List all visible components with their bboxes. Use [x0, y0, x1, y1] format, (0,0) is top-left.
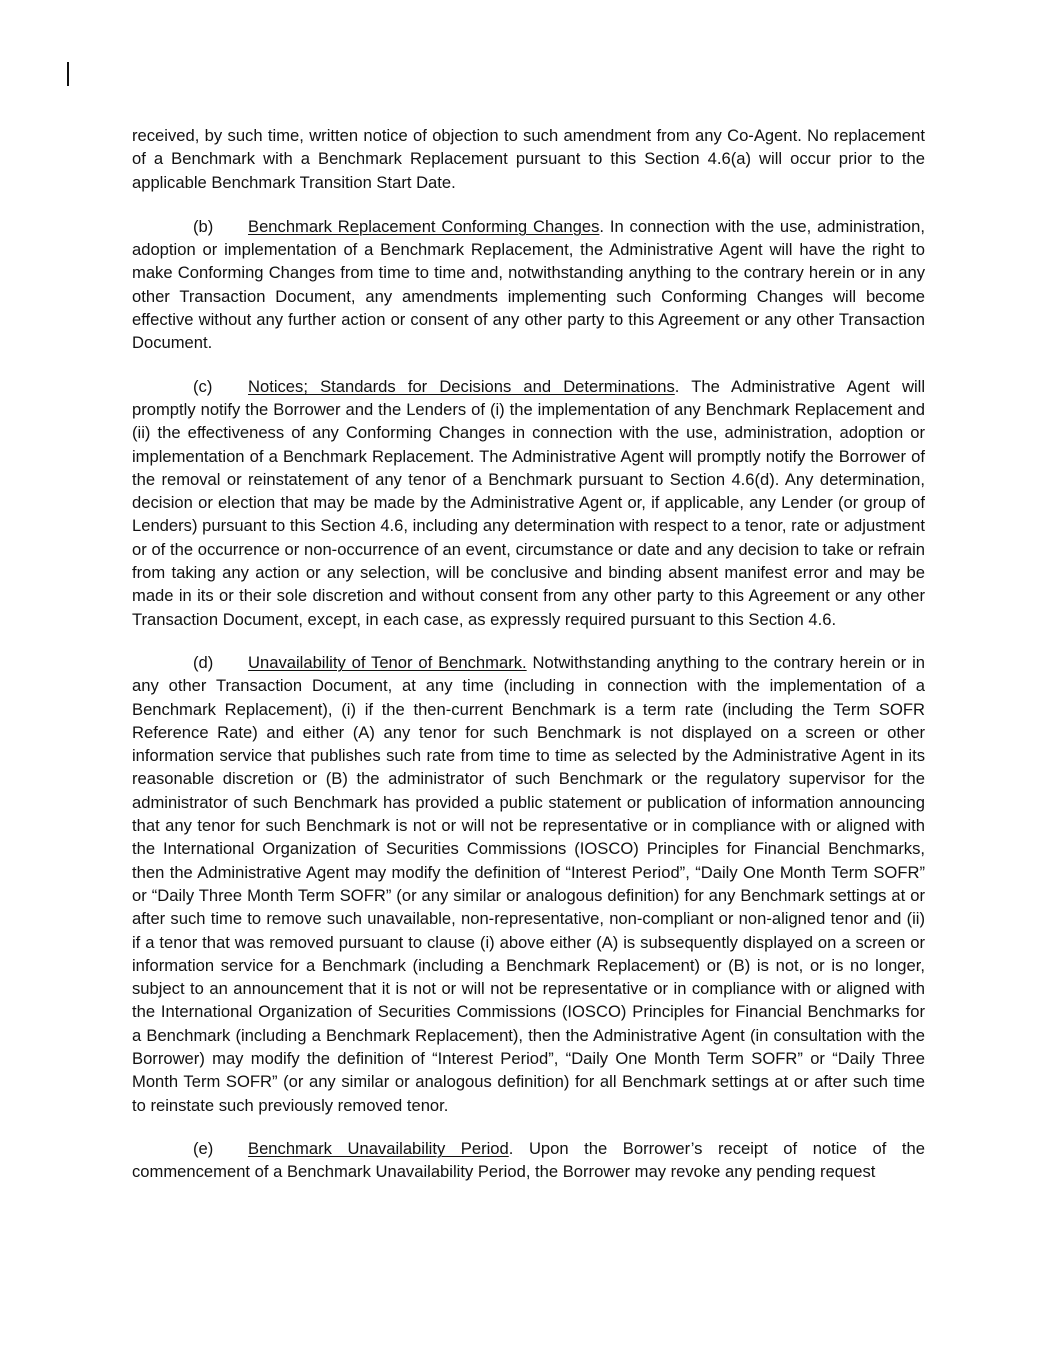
revision-change-bar: [67, 62, 69, 86]
paragraph-c: [132, 375, 925, 631]
paragraph-label: (c): [193, 376, 213, 396]
document-body: [132, 124, 925, 1203]
paragraph-body: The Administrative Agent will promptly notify the Borrower and the Lenders of (i) the implementation of any Benchmark Replacement and (ii) the effectiveness of any Conforming Changes in connection with the use, administration, adoption or implementation of a Benchmark Replacement. The Administrative Agent will promptly notify the Borrower of the removal or reinstatement of any tenor of a Benchmark pursuant to Section 4.6(d). Any determination, decision or election that may be made by the Administrative Agent or, if applicable, any Lender (or group of Lenders) pursuant to this Section 4.6, including any determination with respect to a tenor, rate or adjustment or of the occurrence or non-occurrence of an event, circumstance or date and any decision to take or refrain from taking any action or any selection, will be conclusive and binding absent manifest error and may be made in its or their sole discretion and without consent from any other party to this Agreement or any other Transaction Document, except, in each case, as expressly required pursuant to this Section 4.6.: [132, 376, 925, 629]
paragraph-continuation: [132, 124, 925, 194]
paragraph-body: In connection with the use, administration, adoption or implementation of a Benchmark Replacement, the Administrative Agent will have the right to make Conforming Changes from time to time and, notwithstanding anything to the contrary herein or in any other Transaction Document, any amendments implementing such Conforming Changes will become effective without any further action or consent of any other party to this Agreement or any other Transaction Document.: [132, 216, 925, 353]
paragraph-body: Upon the Borrower’s receipt of notice of the commencement of a Benchmark Unavailability Period, the Borrower may revoke any pending request: [132, 1138, 925, 1182]
heading-suffix: .: [599, 216, 605, 236]
paragraph-heading: Benchmark Replacement Conforming Changes: [248, 216, 600, 236]
paragraph-label: (b): [193, 216, 214, 236]
paragraph-b: [132, 215, 925, 355]
paragraph-heading: Unavailability of Tenor of Benchmark.: [248, 652, 527, 672]
heading-suffix: .: [508, 1138, 514, 1158]
paragraph-e: [132, 1137, 925, 1184]
paragraph-body: Notwithstanding anything to the contrary herein or in any other Transaction Document, at any time (including in connection with the implementation of a Benchmark Replacement), (i) if the then-current Benchmark is a term rate (including the Term SOFR Reference Rate) and either (A) any tenor for such Benchmark is not displayed on a screen or other information service that publishes such rate from time to time as selected by the Administrative Agent in its reasonable discretion or (B) the administrator of such Benchmark or the regulatory supervisor for the administrator of such Benchmark has provided a public statement or publication of information announcing that any tenor for such Benchmark is not or will not be representative or in compliance with or aligned with the International Organization of Securities Commissions (IOSCO) Principles for Financial Benchmarks, then the Administrative Agent may modify the definition of “Interest Period”, “Daily One Month Term SOFR” or “Daily Three Month Term SOFR” (or any similar or analogous definition) for any Benchmark settings at or after such time to remove such unavailable, non-representative, non-compliant or non-aligned tenor and (ii) if a tenor that was removed pursuant to clause (i) above either (A) is subsequently displayed on a screen or information service for a Benchmark (including a Benchmark Replacement) or (B) is not, or is no longer, subject to an announcement that it is not or will not be representative or in compliance with or aligned with the International Organization of Securities Commissions (IOSCO) Principles for Financial Benchmarks for a Benchmark (including a Benchmark Replacement), then the Administrative Agent (in consultation with the Borrower) may modify the definition of “Interest Period”, “Daily One Month Term SOFR” or “Daily Three Month Term SOFR” (or any similar or analogous definition) for all Benchmark settings at or after such time to reinstate such previously removed tenor.: [132, 652, 925, 1115]
paragraph-heading: Benchmark Unavailability Period: [248, 1138, 509, 1158]
paragraph-heading: Notices; Standards for Decisions and Determinations: [248, 376, 675, 396]
paragraph-d: [132, 651, 925, 1117]
paragraph-label: (d): [193, 652, 214, 672]
paragraph-body: received, by such time, written notice of objection to such amendment from any Co-Agent. No replacement of a Benchmark with a Benchmark Replacement pursuant to this Section 4.6(a) will occur prior to the applicable Benchmark Transition Start Date.: [132, 126, 925, 192]
paragraph-label: (e): [193, 1138, 214, 1158]
heading-suffix: .: [674, 376, 680, 396]
